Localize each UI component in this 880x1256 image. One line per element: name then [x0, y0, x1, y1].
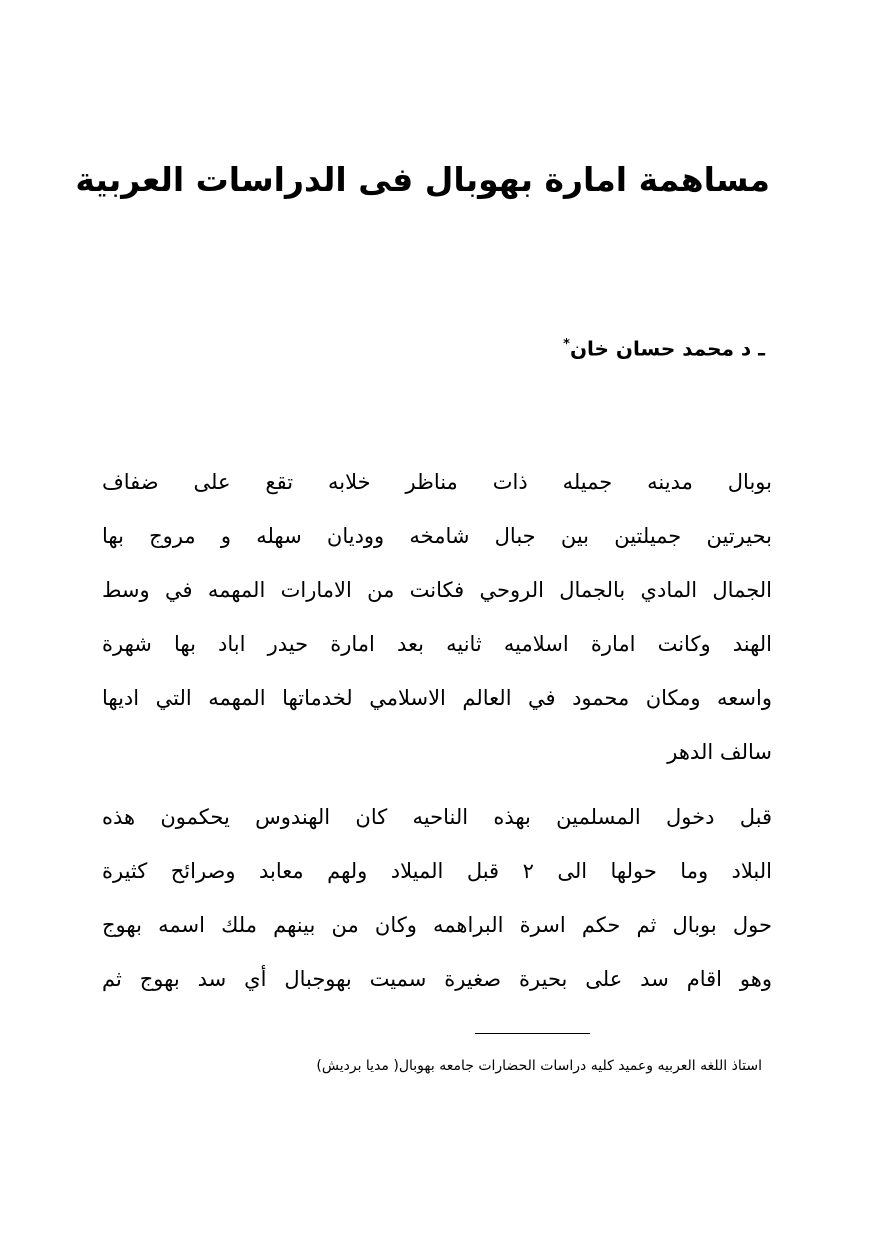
- paragraph-line: واسعه ومكان محمود في العالم الاسلامي لخدماتها المهمه التي اديها: [102, 686, 772, 710]
- author-name: ـ د محمد حسان خان: [569, 336, 765, 361]
- paragraph-line: البلاد وما حولها الى ٢ قبل الميلاد ولهم معابد وصرائح كثيرة: [102, 859, 773, 883]
- author-footnote-mark: *: [563, 337, 570, 352]
- paragraph-line: حول بوبال ثم حكم اسرة البراهمه وكان من بينهم ملك اسمه بهوج: [102, 913, 772, 937]
- paragraph-line: وهو اقام سد على بحيرة صغيرة سميت بهوجبال أي سد بهوج ثم: [102, 967, 772, 991]
- paragraph-line: سالف الدهر: [667, 740, 772, 764]
- paragraph-line: الهند وكانت امارة اسلاميه ثانيه بعد امارة حيدر اباد بها شهرة: [102, 632, 772, 656]
- paragraph-line: الجمال المادي بالجمال الروحي فكانت من الامارات المهمه في وسط: [102, 578, 772, 602]
- paragraph-line: بوبال مدينه جميله ذات مناظر خلابه تقع على ضفاف: [102, 470, 772, 494]
- paragraph-line: قبل دخول المسلمين بهذه الناحيه كان الهندوس يحكمون هذه: [102, 805, 772, 829]
- paragraph-1: [102, 455, 772, 779]
- footnote-separator: [475, 1033, 590, 1034]
- document-title: مساهمة امارة بهوبال فى الدراسات العربية: [75, 160, 770, 199]
- paragraph-line: بحيرتين جميلتين بين جبال شامخه ووديان سهله و مروج بها: [102, 524, 772, 548]
- paragraph-2: [102, 790, 772, 1006]
- footnote: استاذ اللغه العربيه وعميد كليه دراسات الحضارات جامعه بهوبال( مديا برديش): [316, 1058, 762, 1074]
- author-line: [563, 330, 765, 364]
